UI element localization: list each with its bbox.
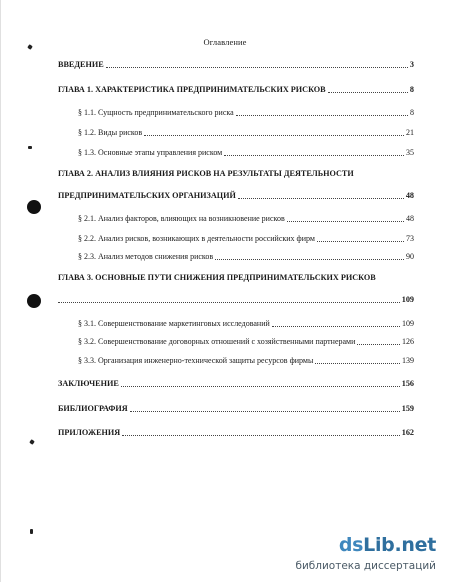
toc-page-number: 139 xyxy=(402,356,414,365)
toc-leader xyxy=(317,240,404,242)
toc-entry-label: ГЛАВА 1. ХАРАКТЕРИСТИКА ПРЕДПРИНИМАТЕЛЬСКИХ РИСКОВ xyxy=(58,85,326,94)
toc-entry-label: § 2.2. Анализ рисков, возникающих в деятельности российских фирм xyxy=(78,234,315,243)
toc-entry-label: § 3.1. Совершенствование маркетинговых исследований xyxy=(78,319,270,328)
toc-entry-chapter-3[interactable] xyxy=(58,295,414,305)
toc-page-number: 156 xyxy=(401,379,414,388)
dslib-watermark[interactable] xyxy=(286,534,436,578)
toc-page-number: 3 xyxy=(409,60,414,69)
toc-page-number: 73 xyxy=(406,234,414,243)
toc-entry-chapter-1[interactable] xyxy=(58,85,414,95)
toc-entry-label: § 1.2. Виды рисков xyxy=(78,128,143,137)
toc-entry-chapter-2[interactable] xyxy=(58,191,414,201)
toc-entry-section-1-3[interactable] xyxy=(78,148,414,158)
toc-page-number: 48 xyxy=(406,214,414,223)
toc-entry-label: ПРИЛОЖЕНИЯ xyxy=(58,428,121,437)
toc-entry-label: § 3.3. Организация инженерно-технической защиты ресурсов фирмы xyxy=(78,356,314,365)
toc-entry-section-1-1[interactable] xyxy=(78,108,414,118)
toc-entry-label: § 1.1. Сущность предпринимательского риска xyxy=(78,108,234,117)
toc-leader xyxy=(58,301,400,303)
toc-page-number: 109 xyxy=(401,295,414,304)
toc-leader xyxy=(357,343,400,345)
toc-page-number: 126 xyxy=(402,337,414,346)
toc-entry-label: § 2.1. Анализ факторов, влияющих на возникновение рисков xyxy=(78,214,285,223)
toc-entry-label: § 2.3. Анализ методов снижения рисков xyxy=(78,252,214,261)
toc-entry-section-2-1[interactable] xyxy=(78,214,414,224)
toc-leader xyxy=(238,197,404,199)
toc-entry-introduction[interactable] xyxy=(58,60,414,70)
toc-entry-section-3-3[interactable] xyxy=(78,356,414,366)
page-title: Оглавление xyxy=(203,37,247,47)
punch-hole xyxy=(27,294,41,308)
scan-mark xyxy=(30,529,33,534)
scan-edge xyxy=(0,0,1,582)
toc-leader xyxy=(215,258,404,260)
toc-page-number: 35 xyxy=(406,148,414,157)
toc-leader xyxy=(315,362,400,364)
punch-hole xyxy=(27,200,41,214)
toc-entry-chapter-2-line1[interactable]: ГЛАВА 2. АНАЛИЗ ВЛИЯНИЯ РИСКОВ НА РЕЗУЛЬТАТЫ ДЕЯТЕЛЬНОСТИ xyxy=(58,169,354,178)
toc-leader xyxy=(272,325,400,327)
toc-page-number: 109 xyxy=(402,319,414,328)
dslib-subtitle: библиотека диссертаций xyxy=(295,560,436,572)
toc-leader xyxy=(130,410,400,412)
toc-entry-section-3-2[interactable] xyxy=(78,337,414,347)
toc-page-number: 48 xyxy=(405,191,414,200)
toc-entry-label: БИБЛИОГРАФИЯ xyxy=(58,404,128,413)
toc-leader xyxy=(122,434,400,436)
toc-entry-label: § 3.2. Совершенствование договорных отношений с хозяйственными партнерами xyxy=(78,337,356,346)
toc-leader xyxy=(328,91,408,93)
toc-leader xyxy=(144,134,404,136)
toc-entry-chapter-3-label[interactable]: ГЛАВА 3. ОСНОВНЫЕ ПУТИ СНИЖЕНИЯ ПРЕДПРИНИМАТЕЛЬСКИХ РИСКОВ xyxy=(58,273,376,282)
toc-leader xyxy=(224,154,404,156)
toc-entry-section-2-3[interactable] xyxy=(78,252,414,262)
toc-entry-label: ПРЕДПРИНИМАТЕЛЬСКИХ ОРГАНИЗАЦИЙ xyxy=(58,191,236,200)
toc-entry-section-1-2[interactable] xyxy=(78,128,414,138)
toc-leader xyxy=(287,220,404,222)
toc-entry-bibliography[interactable] xyxy=(58,404,414,414)
toc-entry-label: ЗАКЛЮЧЕНИЕ xyxy=(58,379,119,388)
toc-entry-label: § 1.3. Основные этапы управления риском xyxy=(78,148,223,157)
toc-page-number: 159 xyxy=(401,404,414,413)
toc-page-number: 162 xyxy=(401,428,414,437)
toc-page-number: 21 xyxy=(406,128,414,137)
toc-entry-label: ВВЕДЕНИЕ xyxy=(58,60,104,69)
scan-mark xyxy=(29,439,35,445)
toc-page-number: 8 xyxy=(410,108,414,117)
toc-entry-conclusion[interactable] xyxy=(58,379,414,389)
dslib-logo: dsLib.net xyxy=(338,534,436,556)
toc-page-number: 8 xyxy=(409,85,414,94)
toc-leader xyxy=(236,114,408,116)
toc-entry-section-2-2[interactable] xyxy=(78,234,414,244)
scan-mark xyxy=(28,146,32,149)
toc-page-number: 90 xyxy=(406,252,414,261)
toc-leader xyxy=(106,66,408,68)
toc-leader xyxy=(121,385,400,387)
toc-entry-section-3-1[interactable] xyxy=(78,319,414,329)
toc-entry-appendices[interactable] xyxy=(58,428,414,438)
